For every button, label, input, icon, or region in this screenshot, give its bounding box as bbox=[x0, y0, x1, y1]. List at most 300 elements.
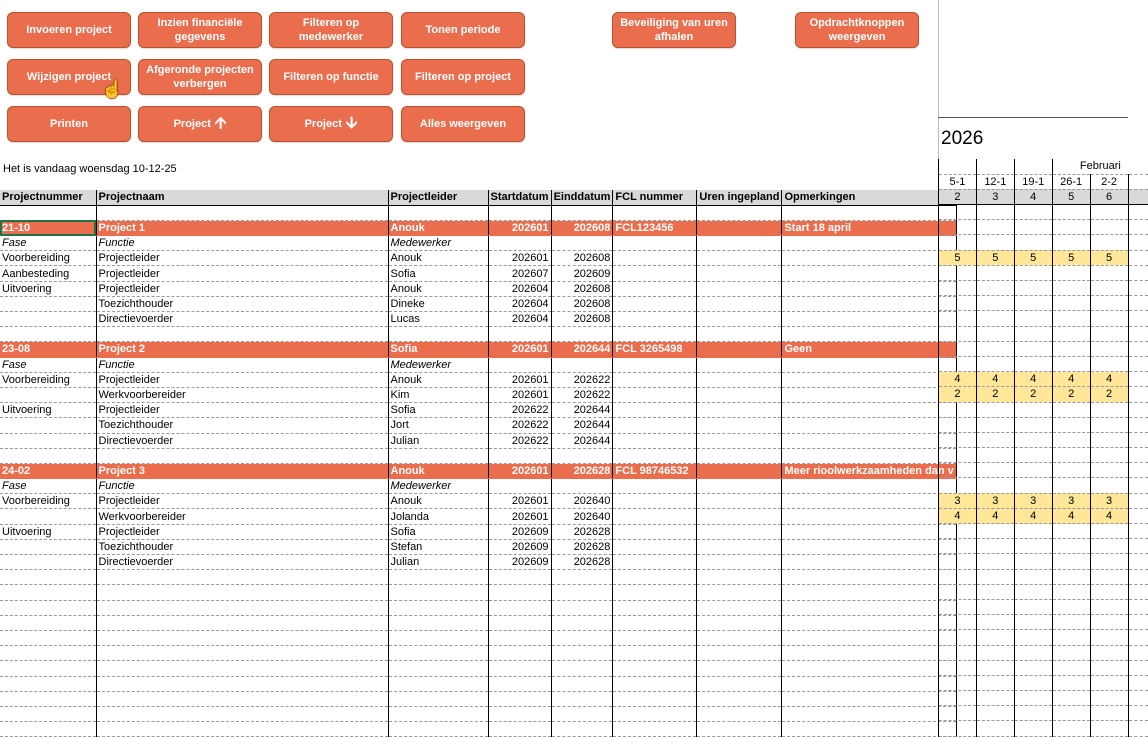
project-start[interactable]: 202601 bbox=[488, 463, 551, 478]
hours-cell[interactable] bbox=[1014, 402, 1052, 417]
cell[interactable] bbox=[0, 585, 96, 600]
cell[interactable] bbox=[613, 251, 697, 266]
functie[interactable]: Projectleider bbox=[96, 372, 388, 387]
hours-cell[interactable] bbox=[1052, 235, 1090, 250]
cell[interactable] bbox=[782, 539, 956, 554]
hours-cell[interactable] bbox=[1014, 326, 1052, 341]
hours-cell[interactable] bbox=[1090, 326, 1128, 341]
cell[interactable] bbox=[697, 281, 782, 296]
hours-cell[interactable] bbox=[1014, 463, 1052, 478]
cell[interactable] bbox=[697, 403, 782, 418]
cell[interactable] bbox=[782, 281, 956, 296]
medewerker[interactable]: Dineke bbox=[388, 296, 488, 311]
hours-cell[interactable]: 4 bbox=[976, 372, 1014, 387]
hours-cell[interactable] bbox=[1052, 660, 1090, 675]
hours-cell[interactable]: 4 bbox=[1052, 372, 1090, 387]
hours-cell[interactable] bbox=[1052, 281, 1090, 296]
hours-cell[interactable] bbox=[1052, 448, 1090, 463]
cell[interactable] bbox=[96, 630, 388, 645]
start[interactable]: 202609 bbox=[488, 524, 551, 539]
cell[interactable] bbox=[0, 691, 96, 706]
hours-cell[interactable] bbox=[1052, 645, 1090, 660]
cell[interactable] bbox=[96, 205, 388, 220]
functie[interactable]: Projectleider bbox=[96, 251, 388, 266]
functie[interactable]: Toezichthouder bbox=[96, 539, 388, 554]
cell[interactable] bbox=[782, 205, 956, 220]
functie[interactable]: Directievoerder bbox=[96, 555, 388, 570]
hours-cell[interactable] bbox=[1052, 341, 1090, 356]
cell[interactable] bbox=[697, 646, 782, 661]
hours-cell[interactable] bbox=[976, 691, 1014, 706]
start[interactable]: 202622 bbox=[488, 403, 551, 418]
opmerkingen[interactable]: Meer rioolwerkzaamheden dan v bbox=[782, 463, 956, 478]
hours-cell[interactable] bbox=[976, 265, 1014, 280]
cell[interactable] bbox=[388, 615, 488, 630]
cell[interactable] bbox=[613, 236, 697, 251]
start[interactable]: 202622 bbox=[488, 433, 551, 448]
cell[interactable] bbox=[0, 448, 96, 463]
hours-cell[interactable] bbox=[939, 630, 977, 645]
hours-cell[interactable] bbox=[939, 220, 977, 235]
hours-cell[interactable] bbox=[1052, 615, 1090, 630]
hours-cell[interactable] bbox=[1052, 524, 1090, 539]
cell[interactable] bbox=[613, 585, 697, 600]
cell[interactable] bbox=[782, 555, 956, 570]
cell[interactable] bbox=[96, 615, 388, 630]
hours-cell[interactable] bbox=[1052, 478, 1090, 493]
cell[interactable] bbox=[551, 676, 613, 691]
cell[interactable] bbox=[697, 509, 782, 524]
cell[interactable] bbox=[488, 615, 551, 630]
hours-cell[interactable] bbox=[1052, 569, 1090, 584]
cell[interactable] bbox=[488, 691, 551, 706]
alles-weergeven-button[interactable] bbox=[401, 106, 525, 142]
cell[interactable] bbox=[613, 448, 697, 463]
hours-cell[interactable] bbox=[939, 675, 977, 690]
cell[interactable] bbox=[613, 676, 697, 691]
cell[interactable] bbox=[613, 570, 697, 585]
cell[interactable] bbox=[782, 585, 956, 600]
hours-cell[interactable] bbox=[976, 417, 1014, 432]
start[interactable]: 202601 bbox=[488, 509, 551, 524]
hours-cell[interactable]: 3 bbox=[1090, 493, 1128, 508]
invoeren-project-button[interactable] bbox=[7, 12, 131, 48]
cell[interactable] bbox=[613, 296, 697, 311]
hours-cell[interactable] bbox=[976, 296, 1014, 311]
hours-cell[interactable] bbox=[1014, 645, 1052, 660]
hours-cell[interactable]: 4 bbox=[1090, 372, 1128, 387]
hours-cell[interactable] bbox=[1052, 539, 1090, 554]
cell[interactable] bbox=[388, 448, 488, 463]
hours-cell[interactable] bbox=[1090, 463, 1128, 478]
hours-cell[interactable] bbox=[1052, 402, 1090, 417]
hours-cell[interactable] bbox=[1014, 706, 1052, 721]
hours-cell[interactable] bbox=[1090, 341, 1128, 356]
start[interactable]: 202604 bbox=[488, 312, 551, 327]
medewerker[interactable]: Stefan bbox=[388, 539, 488, 554]
cell[interactable] bbox=[782, 418, 956, 433]
cell[interactable] bbox=[782, 615, 956, 630]
hours-cell[interactable] bbox=[976, 205, 1014, 220]
cell[interactable] bbox=[613, 403, 697, 418]
hours-cell[interactable]: 5 bbox=[1090, 250, 1128, 265]
cell[interactable] bbox=[551, 570, 613, 585]
hours-cell[interactable] bbox=[976, 402, 1014, 417]
hours-cell[interactable] bbox=[1014, 675, 1052, 690]
hours-cell[interactable]: 4 bbox=[976, 508, 1014, 523]
medewerker[interactable]: Sofia bbox=[388, 266, 488, 281]
cell[interactable] bbox=[613, 266, 697, 281]
cell[interactable] bbox=[613, 433, 697, 448]
medewerker-header[interactable]: Medewerker bbox=[388, 357, 488, 372]
cell[interactable] bbox=[551, 630, 613, 645]
cell[interactable] bbox=[0, 327, 96, 342]
hours-cell[interactable] bbox=[939, 205, 977, 220]
hours-cell[interactable] bbox=[976, 281, 1014, 296]
hours-cell[interactable] bbox=[1014, 660, 1052, 675]
hours-cell[interactable] bbox=[939, 326, 977, 341]
project-end[interactable]: 202644 bbox=[551, 342, 613, 357]
cell[interactable] bbox=[782, 600, 956, 615]
hours-cell[interactable] bbox=[1014, 432, 1052, 447]
cell[interactable] bbox=[488, 327, 551, 342]
eind[interactable]: 202609 bbox=[551, 266, 613, 281]
project-end[interactable]: 202628 bbox=[551, 463, 613, 478]
uren-ingepland[interactable] bbox=[697, 342, 782, 357]
start[interactable]: 202622 bbox=[488, 418, 551, 433]
cell[interactable] bbox=[613, 630, 697, 645]
cell[interactable] bbox=[697, 448, 782, 463]
project-leader[interactable]: Sofia bbox=[388, 342, 488, 357]
hours-cell[interactable] bbox=[939, 296, 977, 311]
cell[interactable] bbox=[551, 585, 613, 600]
cell[interactable] bbox=[551, 236, 613, 251]
cell[interactable] bbox=[697, 433, 782, 448]
cell[interactable] bbox=[488, 722, 551, 737]
hours-cell[interactable] bbox=[976, 721, 1014, 736]
fase-header[interactable]: Fase bbox=[0, 236, 96, 251]
hours-cell[interactable] bbox=[1090, 706, 1128, 721]
functie[interactable]: Directievoerder bbox=[96, 312, 388, 327]
hours-cell[interactable] bbox=[1090, 235, 1128, 250]
hours-cell[interactable] bbox=[976, 235, 1014, 250]
hours-cell[interactable] bbox=[1014, 554, 1052, 569]
hours-cell[interactable] bbox=[1052, 630, 1090, 645]
hours-cell[interactable] bbox=[939, 569, 977, 584]
cell[interactable] bbox=[551, 691, 613, 706]
beveiliging-uren-button[interactable] bbox=[612, 12, 736, 48]
cell[interactable] bbox=[697, 722, 782, 737]
hours-cell[interactable] bbox=[1090, 569, 1128, 584]
hours-cell[interactable] bbox=[1090, 721, 1128, 736]
cell[interactable] bbox=[782, 691, 956, 706]
start[interactable]: 202601 bbox=[488, 372, 551, 387]
hours-cell[interactable] bbox=[1014, 448, 1052, 463]
hours-cell[interactable] bbox=[1090, 281, 1128, 296]
hours-cell[interactable] bbox=[939, 341, 977, 356]
hours-cell[interactable]: 4 bbox=[1014, 372, 1052, 387]
tonen-periode-button[interactable] bbox=[401, 12, 525, 48]
cell[interactable] bbox=[0, 570, 96, 585]
cell[interactable] bbox=[613, 372, 697, 387]
cell[interactable] bbox=[488, 479, 551, 494]
cell[interactable] bbox=[551, 615, 613, 630]
cell[interactable] bbox=[551, 205, 613, 220]
hours-cell[interactable] bbox=[1090, 220, 1128, 235]
cell[interactable] bbox=[388, 327, 488, 342]
cell[interactable] bbox=[96, 722, 388, 737]
hours-cell[interactable] bbox=[939, 356, 977, 371]
project-number[interactable]: 23-08 bbox=[0, 342, 96, 357]
eind[interactable]: 202640 bbox=[551, 494, 613, 509]
cell[interactable] bbox=[0, 661, 96, 676]
hours-cell[interactable] bbox=[939, 417, 977, 432]
hours-cell[interactable]: 2 bbox=[1090, 387, 1128, 402]
start[interactable]: 202604 bbox=[488, 281, 551, 296]
hours-cell[interactable] bbox=[1090, 554, 1128, 569]
functie[interactable]: Toezichthouder bbox=[96, 418, 388, 433]
hours-cell[interactable] bbox=[1052, 463, 1090, 478]
eind[interactable]: 202644 bbox=[551, 418, 613, 433]
cell[interactable] bbox=[488, 630, 551, 645]
hours-cell[interactable] bbox=[1090, 205, 1128, 220]
cell[interactable] bbox=[697, 661, 782, 676]
cell[interactable] bbox=[782, 433, 956, 448]
project-leader[interactable]: Anouk bbox=[388, 463, 488, 478]
hours-cell[interactable]: 2 bbox=[1052, 387, 1090, 402]
cell[interactable] bbox=[782, 570, 956, 585]
fase[interactable] bbox=[0, 509, 96, 524]
start[interactable]: 202601 bbox=[488, 251, 551, 266]
cell[interactable] bbox=[388, 691, 488, 706]
hours-cell[interactable] bbox=[1090, 311, 1128, 326]
cell[interactable] bbox=[697, 372, 782, 387]
medewerker[interactable]: Sofia bbox=[388, 524, 488, 539]
cell[interactable] bbox=[488, 661, 551, 676]
cell[interactable] bbox=[697, 387, 782, 402]
hours-cell[interactable] bbox=[1052, 675, 1090, 690]
hours-cell[interactable] bbox=[1090, 615, 1128, 630]
uren-ingepland[interactable] bbox=[697, 463, 782, 478]
fase-header[interactable]: Fase bbox=[0, 479, 96, 494]
hours-cell[interactable] bbox=[1090, 645, 1128, 660]
cell[interactable] bbox=[697, 357, 782, 372]
fase[interactable]: Voorbereiding bbox=[0, 494, 96, 509]
cell[interactable] bbox=[388, 205, 488, 220]
hours-cell[interactable] bbox=[1090, 402, 1128, 417]
inzien-financiele-gegevens-button[interactable] bbox=[138, 12, 262, 48]
hours-cell[interactable] bbox=[1014, 311, 1052, 326]
cell[interactable] bbox=[613, 722, 697, 737]
hours-cell[interactable] bbox=[1014, 296, 1052, 311]
hours-cell[interactable] bbox=[939, 539, 977, 554]
hours-cell[interactable] bbox=[1052, 584, 1090, 599]
cell[interactable] bbox=[613, 357, 697, 372]
cell[interactable] bbox=[613, 418, 697, 433]
hours-cell[interactable] bbox=[1090, 599, 1128, 614]
cell[interactable] bbox=[697, 630, 782, 645]
project-leader[interactable]: Anouk bbox=[388, 220, 488, 235]
functie[interactable]: Directievoerder bbox=[96, 433, 388, 448]
medewerker-header[interactable]: Medewerker bbox=[388, 479, 488, 494]
cell[interactable] bbox=[613, 524, 697, 539]
cell[interactable] bbox=[488, 205, 551, 220]
cell[interactable] bbox=[613, 691, 697, 706]
hours-cell[interactable] bbox=[1014, 524, 1052, 539]
hours-cell[interactable] bbox=[1090, 432, 1128, 447]
cell[interactable] bbox=[488, 585, 551, 600]
cell[interactable] bbox=[96, 585, 388, 600]
hours-cell[interactable] bbox=[1090, 478, 1128, 493]
cell[interactable] bbox=[488, 236, 551, 251]
cell[interactable] bbox=[782, 327, 956, 342]
hours-cell[interactable]: 3 bbox=[976, 493, 1014, 508]
cell[interactable] bbox=[0, 722, 96, 737]
hours-cell[interactable] bbox=[1052, 296, 1090, 311]
medewerker[interactable]: Jort bbox=[388, 418, 488, 433]
hours-cell[interactable] bbox=[976, 675, 1014, 690]
functie[interactable]: Projectleider bbox=[96, 494, 388, 509]
cell[interactable] bbox=[613, 661, 697, 676]
hours-cell[interactable] bbox=[1014, 235, 1052, 250]
opmerkingen[interactable]: Start 18 april bbox=[782, 220, 956, 235]
cell[interactable] bbox=[782, 357, 956, 372]
hours-cell[interactable] bbox=[1052, 205, 1090, 220]
hours-cell[interactable] bbox=[1052, 599, 1090, 614]
hours-cell[interactable] bbox=[939, 584, 977, 599]
start[interactable]: 202601 bbox=[488, 387, 551, 402]
cell[interactable] bbox=[551, 706, 613, 721]
cell[interactable] bbox=[96, 661, 388, 676]
hours-cell[interactable] bbox=[1014, 539, 1052, 554]
medewerker[interactable]: Anouk bbox=[388, 494, 488, 509]
hours-cell[interactable] bbox=[1090, 584, 1128, 599]
hours-cell[interactable] bbox=[939, 706, 977, 721]
cell[interactable] bbox=[613, 387, 697, 402]
cell[interactable] bbox=[782, 296, 956, 311]
cell[interactable] bbox=[697, 691, 782, 706]
hours-cell[interactable] bbox=[1090, 539, 1128, 554]
cell[interactable] bbox=[488, 448, 551, 463]
hours-cell[interactable] bbox=[939, 235, 977, 250]
cell[interactable] bbox=[782, 236, 956, 251]
hours-cell[interactable] bbox=[1052, 554, 1090, 569]
fase[interactable] bbox=[0, 296, 96, 311]
cell[interactable] bbox=[697, 585, 782, 600]
cell[interactable] bbox=[388, 706, 488, 721]
cell[interactable] bbox=[697, 251, 782, 266]
functie[interactable]: Werkvoorbereider bbox=[96, 387, 388, 402]
medewerker[interactable]: Anouk bbox=[388, 251, 488, 266]
cell[interactable] bbox=[782, 387, 956, 402]
eind[interactable]: 202608 bbox=[551, 281, 613, 296]
eind[interactable]: 202628 bbox=[551, 539, 613, 554]
header-projectnummer[interactable]: Projectnummer bbox=[0, 190, 96, 205]
functie-header[interactable]: Functie bbox=[96, 236, 388, 251]
eind[interactable]: 202644 bbox=[551, 433, 613, 448]
hours-cell[interactable] bbox=[1014, 599, 1052, 614]
cell[interactable] bbox=[488, 357, 551, 372]
medewerker-header[interactable]: Medewerker bbox=[388, 236, 488, 251]
cell[interactable] bbox=[0, 205, 96, 220]
fcl-number[interactable]: FCL 3265498 bbox=[613, 342, 697, 357]
header-fcl-nummer[interactable]: FCL nummer bbox=[613, 190, 697, 205]
hours-cell[interactable] bbox=[939, 615, 977, 630]
cell[interactable] bbox=[551, 448, 613, 463]
cell[interactable] bbox=[782, 646, 956, 661]
start[interactable]: 202607 bbox=[488, 266, 551, 281]
hours-cell[interactable] bbox=[939, 463, 977, 478]
functie-header[interactable]: Functie bbox=[96, 479, 388, 494]
fase[interactable] bbox=[0, 433, 96, 448]
cell[interactable] bbox=[551, 327, 613, 342]
hours-cell[interactable] bbox=[1014, 205, 1052, 220]
cell[interactable] bbox=[782, 312, 956, 327]
hours-cell[interactable] bbox=[1014, 630, 1052, 645]
cell[interactable] bbox=[488, 570, 551, 585]
functie[interactable]: Werkvoorbereider bbox=[96, 509, 388, 524]
cell[interactable] bbox=[697, 494, 782, 509]
cell[interactable] bbox=[551, 600, 613, 615]
cell[interactable] bbox=[0, 615, 96, 630]
opdrachtknoppen-weergeven-button[interactable] bbox=[795, 12, 919, 48]
cell[interactable] bbox=[782, 509, 956, 524]
hours-cell[interactable]: 4 bbox=[1052, 508, 1090, 523]
cell[interactable] bbox=[613, 615, 697, 630]
hours-cell[interactable] bbox=[1014, 341, 1052, 356]
fase[interactable] bbox=[0, 555, 96, 570]
header-startdatum[interactable]: Startdatum bbox=[488, 190, 551, 205]
hours-cell[interactable]: 2 bbox=[939, 387, 977, 402]
cell[interactable] bbox=[697, 539, 782, 554]
eind[interactable]: 202622 bbox=[551, 372, 613, 387]
hours-cell[interactable] bbox=[1090, 630, 1128, 645]
cell[interactable] bbox=[697, 676, 782, 691]
fase[interactable]: Uitvoering bbox=[0, 524, 96, 539]
cell[interactable] bbox=[613, 539, 697, 554]
cell[interactable] bbox=[782, 448, 956, 463]
hours-cell[interactable] bbox=[939, 599, 977, 614]
filteren-op-project-button[interactable] bbox=[401, 59, 525, 95]
hours-cell[interactable] bbox=[1014, 356, 1052, 371]
hours-cell[interactable] bbox=[939, 432, 977, 447]
hours-cell[interactable] bbox=[939, 448, 977, 463]
cell[interactable] bbox=[0, 706, 96, 721]
fase[interactable]: Uitvoering bbox=[0, 281, 96, 296]
start[interactable]: 202604 bbox=[488, 296, 551, 311]
hours-cell[interactable] bbox=[976, 341, 1014, 356]
medewerker[interactable]: Julian bbox=[388, 433, 488, 448]
hours-cell[interactable] bbox=[976, 463, 1014, 478]
cell[interactable] bbox=[96, 676, 388, 691]
cell[interactable] bbox=[551, 357, 613, 372]
hours-cell[interactable] bbox=[1052, 417, 1090, 432]
filteren-op-medewerker-button[interactable] bbox=[269, 12, 393, 48]
hours-cell[interactable] bbox=[1014, 265, 1052, 280]
hours-cell[interactable] bbox=[1090, 675, 1128, 690]
hours-cell[interactable] bbox=[976, 554, 1014, 569]
hours-cell[interactable] bbox=[1052, 356, 1090, 371]
hours-cell[interactable]: 5 bbox=[1014, 250, 1052, 265]
header-opmerkingen[interactable]: Opmerkingen bbox=[782, 190, 956, 205]
project-name[interactable]: Project 2 bbox=[96, 342, 388, 357]
fase[interactable]: Uitvoering bbox=[0, 403, 96, 418]
cell[interactable] bbox=[697, 615, 782, 630]
cell[interactable] bbox=[782, 524, 956, 539]
cell[interactable] bbox=[388, 646, 488, 661]
cell[interactable] bbox=[613, 479, 697, 494]
hours-cell[interactable] bbox=[976, 478, 1014, 493]
